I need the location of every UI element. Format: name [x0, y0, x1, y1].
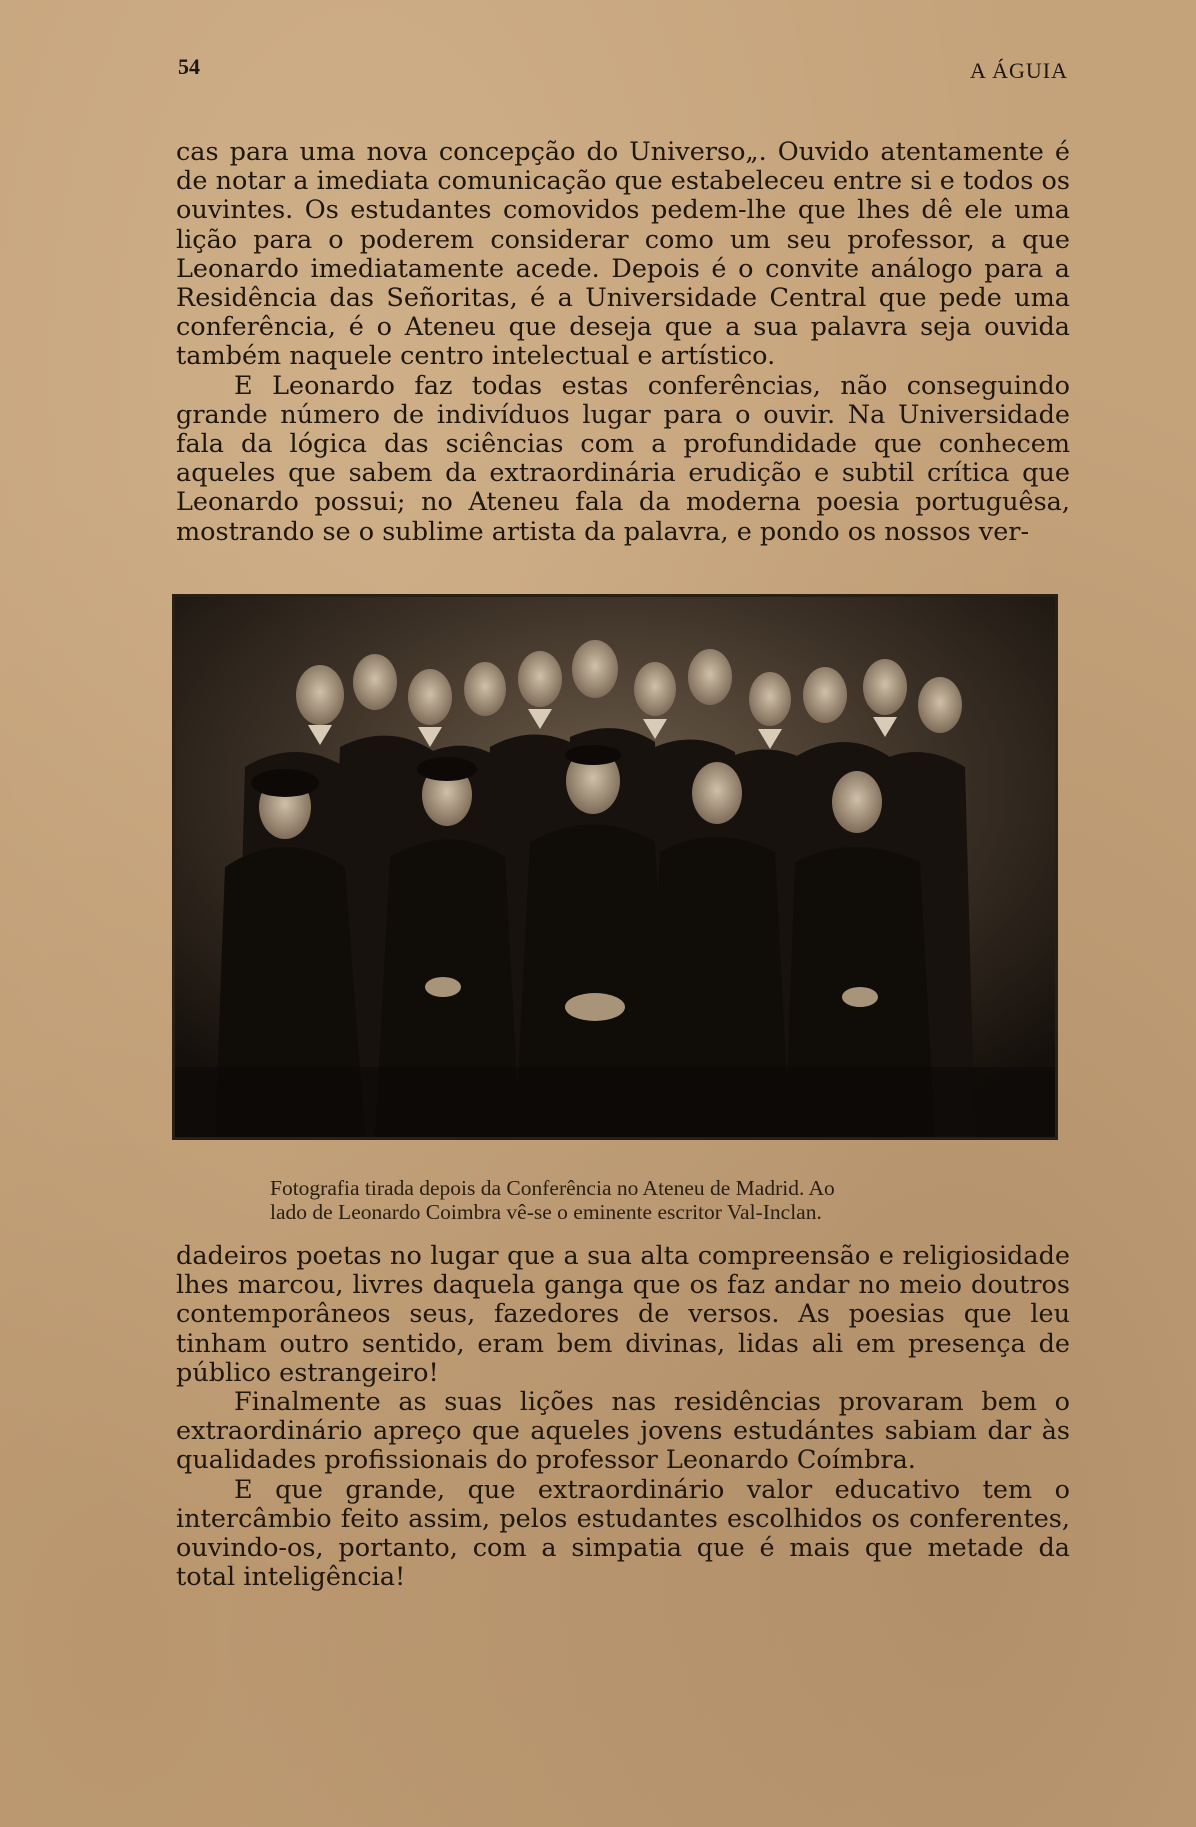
article-text-bottom [176, 1242, 1070, 1592]
running-title: A ÁGUIA [969, 58, 1068, 83]
paragraph: dadeiros poetas no lugar que a sua alta compreensão e religiosidade lhes marcou, livres daquela ganga que os faz andar no meio doutros contemporâneos seus, fazedores de versos. As poesias que leu tinham outro sentido, eram bem divinas, lidas ali em presença de público estrangeiro! [176, 1241, 1070, 1388]
paragraph: E Leonardo faz todas estas conferências, não conseguindo grande número de indivíduos lugar para o ouvir. Na Universidade fala da lógica das sciências com a profundidade que conhecem aqueles que sabem da extraordinária erudição e subtil crítica que Leonardo possui; no Ateneu fala da moderna poesia portuguêsa, mostrando se o sublime artista da palavra, e pondo os nossos ver- [176, 370, 1070, 547]
paragraph: Finalmente as suas lições nas residências provaram bem o extraordinário apreço que aqueles jovens estudántes sabiam dar às qualidades profissionais do professor Leonardo Coímbra. [176, 1387, 1070, 1476]
caption-line: Fotografia tirada depois da Conferência no Ateneu de Madrid. Ao [270, 1176, 835, 1200]
caption-line: lado de Leonardo Coimbra vê-se o eminente escritor Val-Inclan. [270, 1200, 822, 1224]
paragraph: E que grande, que extraordinário valor educativo tem o intercâmbio feito assim, pelos estudantes escolhidos os conferentes, ouvindo-os, portanto, com a simpatia que é mais que metade da total inteligência! [176, 1474, 1070, 1593]
photograph-image [175, 597, 1055, 1137]
paragraph: cas para uma nova concepção do Universo„. Ouvido atentamente é de notar a imediata comunicação que estabeleceu entre si e todos os ouvintes. Os estudantes comovidos pedem-lhe que lhes dê ele uma lição para o poderem considerar como um seu professor, a que Leonardo imediatamente acede. Depois é o convite análogo para a Residência das Señoritas, é a Universidade Central que pede uma conferência, é o Ateneu que deseja que a sua palavra seja ouvida também naquele centro intelectual e artístico. [176, 137, 1070, 372]
group-photograph [172, 594, 1058, 1140]
page-number: 54 [178, 54, 200, 79]
figure-caption [270, 1176, 970, 1224]
article-text-top [176, 138, 1070, 547]
